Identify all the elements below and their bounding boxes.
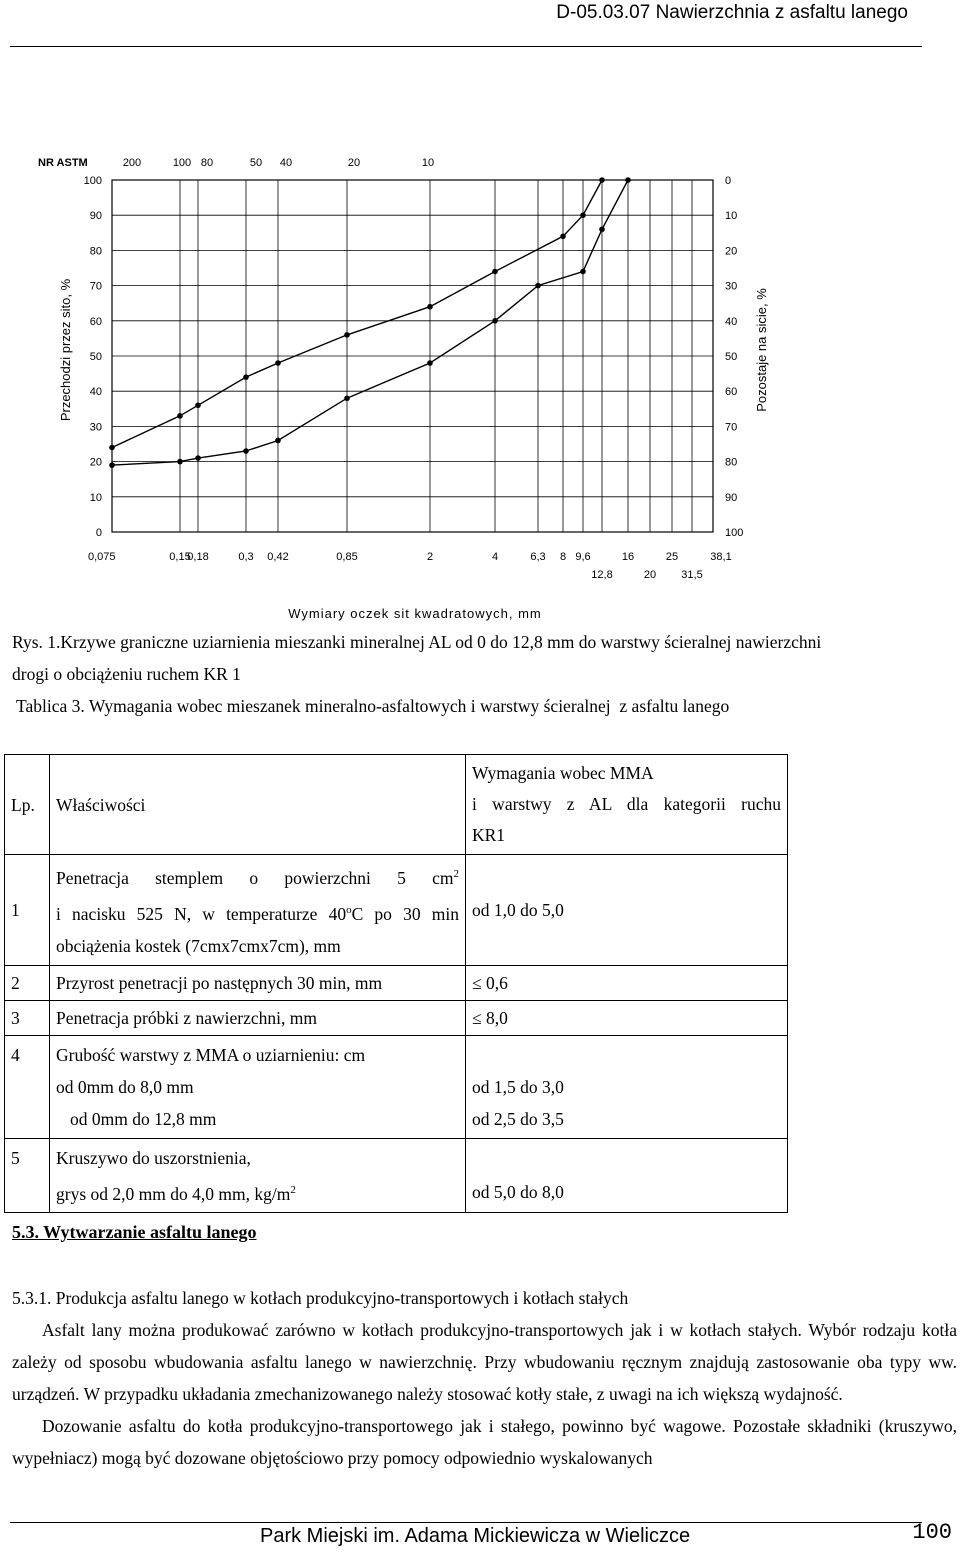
y-tick-label-right: 50	[725, 351, 738, 363]
data-point	[177, 459, 183, 465]
row1-value: od 1,0 do 5,0	[472, 899, 564, 920]
x-tick-label: 0,3	[238, 551, 254, 563]
astm-tick-label: 200	[122, 157, 142, 169]
row4-line3: od 0mm do 12,8 mm	[70, 1108, 217, 1129]
row4-value2: od 2,5 do 3,5	[472, 1108, 564, 1129]
row2-value: 0,6	[485, 972, 508, 993]
row-lp: 2	[11, 972, 20, 993]
chart-series	[109, 177, 631, 468]
y-tick-label-right: 0	[725, 175, 732, 187]
series-line-upper	[112, 180, 602, 448]
paragraph-2: Dozowanie asfaltu do kotła produkcyjno-transportowego jak i stałego, powinno być wagowe. Pozostałe składniki (kruszywo, wypełniacz) mogą być dozowane objętościowo przy pomocy odpowiednio wyskalowanych	[12, 1416, 957, 1468]
x-tick-label: 31,5	[681, 569, 703, 581]
data-point	[195, 455, 201, 461]
row1-line3: obciążenia kostek (7cmx7cmx7cm), mm	[56, 935, 341, 956]
y-tick-label-left: 50	[89, 351, 102, 363]
x-tick-label: 0,85	[336, 551, 358, 563]
y-tick-label-left: 30	[89, 421, 102, 434]
data-point	[625, 177, 631, 183]
row2-property: Przyrost penetracji po następnych 30 min, mm	[56, 972, 383, 993]
data-point	[109, 462, 115, 468]
data-point	[243, 448, 249, 454]
y-tick-label-left: 70	[89, 280, 102, 293]
row-lp: 4	[11, 1044, 20, 1065]
table-title: Tablica 3. Wymagania wobec mieszanek mineralno-asfaltowych i warstwy ścieralnej z asfaltu lanego	[12, 696, 730, 716]
series-upper	[109, 177, 605, 450]
x-tick-label: 12,8	[591, 569, 613, 581]
x-axis-title: Wymiary oczek sit kwadratowych, mm	[288, 606, 542, 621]
y-tick-label-right: 40	[725, 315, 738, 328]
data-point	[492, 269, 498, 275]
x-tick-label: 0,42	[267, 551, 289, 563]
astm-axis	[123, 157, 434, 169]
x-tick-label: 0,15	[169, 551, 191, 563]
data-point	[243, 374, 249, 380]
x-tick-label: 8	[559, 551, 567, 563]
row4-value1: od 1,5 do 3,0	[472, 1076, 564, 1097]
header-req-line3: KR1	[472, 825, 506, 845]
data-point	[344, 395, 350, 401]
y-tick-label-right: 60	[725, 386, 738, 399]
figure-caption-line1: Rys. 1.Krzywe graniczne uziarnienia mieszanki mineralnej AL od 0 do 12,8 mm do warstwy ścieralnej nawierzchni	[12, 632, 822, 652]
le-symbol: ≤	[472, 1007, 486, 1028]
data-point	[580, 212, 586, 218]
data-point	[535, 283, 541, 289]
footer-text: Park Miejski im. Adama Mickiewicza w Wieliczce	[260, 1525, 691, 1547]
y-tick-label-left: 90	[89, 210, 102, 223]
row5-line1: Kruszywo do uszorstnienia,	[56, 1147, 251, 1168]
table-row	[5, 1000, 788, 1035]
header-req-line2: i warstwy z AL dla kategorii ruchu	[472, 794, 781, 814]
astm-tick-label: 80	[200, 157, 214, 169]
y-tick-label-left: 60	[89, 315, 102, 328]
y-tick-label-left: 100	[83, 175, 102, 187]
data-point	[344, 332, 350, 338]
header-req-line1: Wymagania wobec MMA	[472, 763, 654, 783]
y-tick-label-right: 100	[725, 527, 744, 539]
table-row	[5, 1138, 788, 1213]
series-line-lower	[112, 180, 628, 465]
y-tick-label-left: 40	[89, 386, 102, 399]
grading-chart	[0, 140, 960, 630]
row3-property: Penetracja próbki z nawierzchni, mm	[56, 1007, 317, 1028]
row1-line1: Penetracja stemplem o powierzchni 5 $cm^2$	[56, 867, 459, 888]
x-tick-label: 6,3	[530, 551, 546, 563]
astm-tick-label: 20	[347, 157, 361, 169]
astm-tick-label: 100	[172, 157, 192, 169]
x-tick-label: 0,075	[88, 551, 116, 563]
data-point	[427, 304, 433, 310]
y-tick-label-left: 20	[89, 456, 102, 469]
y-tick-label-right: 30	[725, 280, 738, 293]
x-tick-label: 2	[426, 551, 434, 563]
row5-line2: grys od 2,0 mm do 4,0 mm, $kg/m^2$	[56, 1183, 296, 1204]
data-point	[599, 177, 605, 183]
astm-tick-label: 10	[421, 157, 435, 169]
subsection-title: 5.3.1. Produkcja asfaltu lanego w kotłach produkcyjno-transportowych i kotłach stałych	[12, 1288, 629, 1308]
page-number: 100	[912, 1520, 952, 1545]
x-tick-label: 4	[491, 551, 499, 563]
y-tick-label-right: 70	[725, 421, 738, 434]
y-tick-label-right: 90	[725, 491, 738, 504]
y-axis-left	[84, 175, 102, 539]
series-lower	[109, 177, 631, 468]
row-lp: 1	[11, 899, 20, 920]
header-lp: Lp.	[11, 794, 35, 815]
section-title: 5.3. Wytwarzanie asfaltu lanego	[12, 1222, 257, 1242]
table-row	[5, 965, 788, 1000]
x-axis-ticks	[88, 551, 732, 581]
row4-line1: Grubość warstwy z MMA o uziarnieniu: cm	[56, 1044, 366, 1065]
x-tick-label: 16	[621, 551, 635, 563]
footer-rule	[10, 1522, 922, 1523]
x-tick-label: 9,6	[575, 551, 591, 563]
y-tick-label-right: 20	[725, 245, 738, 258]
y-axis-title-right: Pozostaje na sicie, %	[754, 288, 769, 412]
astm-tick-label: 40	[279, 157, 293, 169]
y-axis-right	[725, 175, 743, 539]
x-tick-label: 25	[665, 551, 679, 563]
data-point	[177, 413, 183, 419]
y-tick-label-left: 0	[95, 527, 102, 539]
x-tick-label: 0,18	[187, 551, 209, 563]
chart-grid	[112, 180, 713, 532]
header-rule	[10, 46, 922, 47]
data-point	[109, 445, 115, 451]
y-tick-label-right: 80	[725, 456, 738, 469]
data-point	[275, 438, 281, 444]
y-axis-title-left: Przechodzi przez sito, %	[58, 278, 73, 422]
paragraph-1: Asfalt lany można produkować zarówno w kotłach produkcyjno-transportowych jak i w kotłach stałych. Wybór rodzaju kotła zależy od sposobu wbudowania asfaltu lanego w nawierzchnię. Przy wbudowaniu ręcznym znajdują zastosowanie oba typy ww. urządzeń. W przypadku układania zmechanizowanego należy stosować kotły stałe, z uwagi na ich większą wydajność.	[12, 1320, 957, 1404]
data-point	[580, 269, 586, 275]
data-point	[560, 234, 566, 240]
figure-caption-line2: drogi o obciążeniu ruchem KR 1	[12, 664, 241, 684]
row1-line2: i nacisku 525 N, w temperaturze 40$^o$C po 30 min	[56, 903, 459, 924]
y-tick-label-right: 10	[725, 210, 738, 223]
x-tick-label: 20	[643, 569, 657, 581]
requirements-table	[4, 754, 788, 1213]
row3-value: 8,0	[485, 1007, 508, 1028]
table-row	[5, 855, 788, 966]
table-row	[5, 1035, 788, 1138]
y-tick-label-left: 10	[89, 491, 102, 504]
row-lp: 3	[11, 1007, 20, 1028]
page-header: D-05.03.07 Nawierzchnia z asfaltu lanego	[556, 2, 908, 23]
row5-value: od 5,0 do 8,0	[472, 1181, 564, 1202]
body-text	[12, 1282, 957, 1474]
le-symbol: ≤	[472, 972, 486, 993]
row4-line2: od 0mm do 8,0 mm	[56, 1076, 194, 1097]
data-point	[275, 360, 281, 366]
row-lp: 5	[11, 1147, 20, 1168]
data-point	[427, 360, 433, 366]
table-header-row	[5, 755, 788, 855]
data-point	[599, 226, 605, 232]
data-point	[195, 402, 201, 408]
x-tick-label: 38,1	[710, 551, 732, 563]
header-properties: Właściwości	[56, 794, 146, 815]
data-point	[492, 318, 498, 324]
astm-label: NR ASTM	[38, 157, 88, 169]
astm-tick-label: 50	[249, 157, 263, 169]
y-tick-label-left: 80	[89, 245, 102, 258]
